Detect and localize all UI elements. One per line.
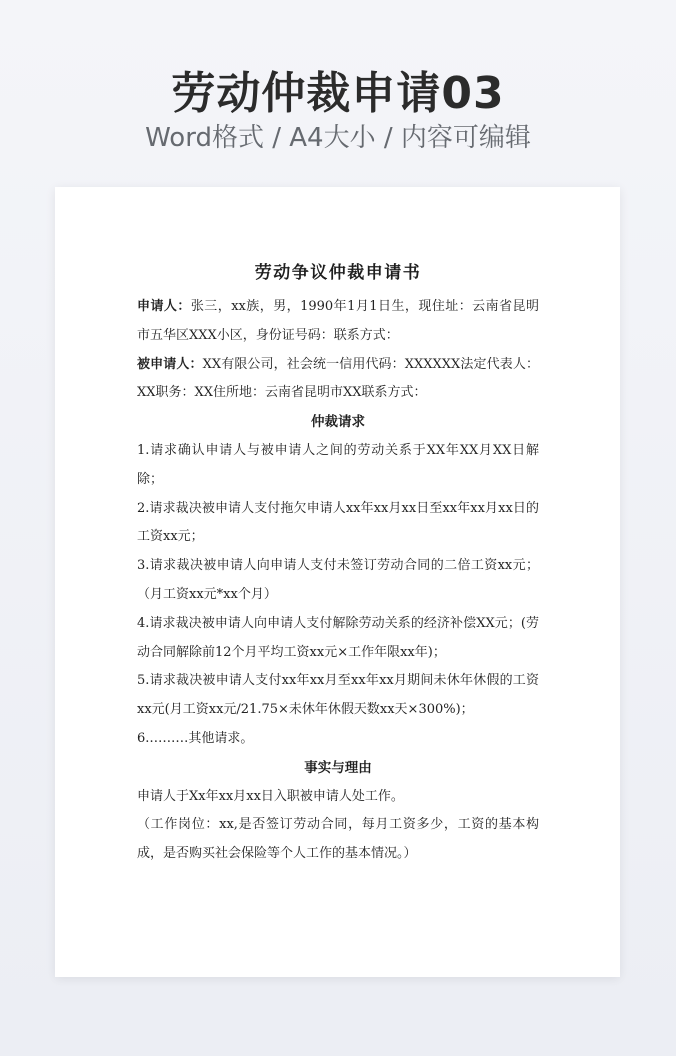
respondent-paragraph xyxy=(137,351,539,409)
respondent-text: XX有限公司，社会统一信用代码：XXXXXX法定代表人：XX职务：XX住所地：云南省昆明市XX联系方式： xyxy=(137,356,539,401)
document-title: 劳动争议仲裁申请书 xyxy=(254,263,422,283)
page-title: 劳动仲裁申请03 xyxy=(171,68,505,119)
document-page xyxy=(55,187,620,977)
claim-item: 5.请求裁决被申请人支付xx年xx月至xx年xx月期间未休年休假的工资xx元(月工资xx元/21.75×未休年休假天数xx天×300%)； xyxy=(137,673,539,718)
claims-heading: 仲裁请求 xyxy=(311,414,365,431)
claim-item: 2.请求裁决被申请人支付拖欠申请人xx年xx月xx日至xx年xx月xx日的工资xx元； xyxy=(137,500,539,545)
applicant-label: 申请人： xyxy=(137,299,191,314)
claim-item: 6.………其他请求。 xyxy=(137,730,254,746)
applicant-paragraph xyxy=(137,293,539,351)
applicant-text: 张三，xx族，男，1990年1月1日生，现住址：云南省昆明市五华区XXX小区，身份证号码：联系方式： xyxy=(137,299,539,343)
claim-item: 4.请求裁决被申请人向申请人支付解除劳动关系的经济补偿XX元；(劳动合同解除前12个月平均工资xx元×工作年限xx年)； xyxy=(137,615,539,660)
facts-heading: 事实与理由 xyxy=(304,759,372,776)
document-body xyxy=(137,259,539,869)
respondent-label: 被申请人： xyxy=(137,356,203,372)
claim-item: 1.请求确认申请人与被申请人之间的劳动关系于XX年XX月XX日解除； xyxy=(137,442,539,487)
claim-item: 3.请求裁决被申请人向申请人支付未签订劳动合同的二倍工资xx元；（月工资xx元*xx个月） xyxy=(137,558,539,602)
page-subtitle: Word格式 / A4大小 / 内容可编辑 xyxy=(145,123,531,153)
facts-paragraph: （工作岗位：xx,是否签订劳动合同，每月工资多少，工资的基本构成，是否购买社会保险等个人工作的基本情况。） xyxy=(137,817,539,862)
facts-paragraph: 申请人于Xx年xx月xx日入职被申请人处工作。 xyxy=(137,788,404,804)
